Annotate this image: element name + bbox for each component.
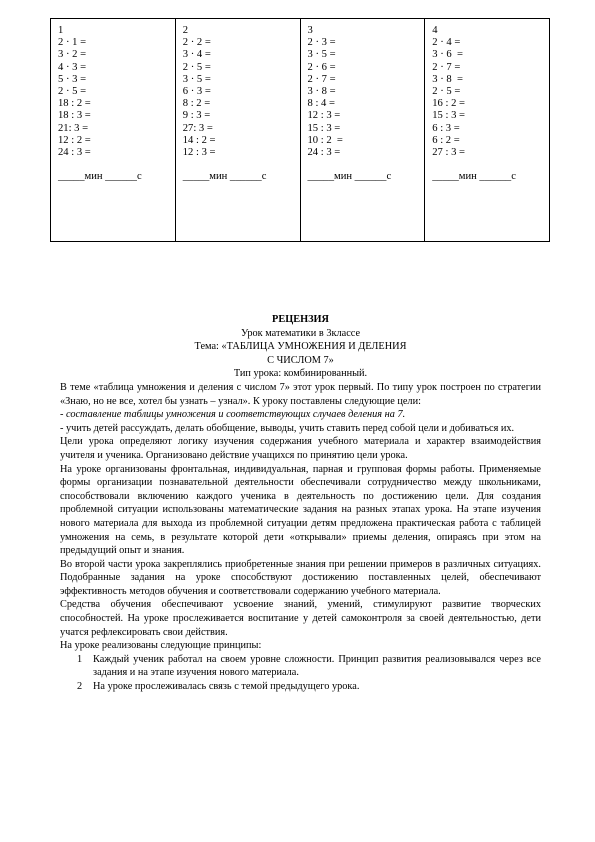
exercise-line: 3 · 5 =: [182, 73, 211, 85]
exercise-line: 3 · 4 =: [182, 49, 211, 61]
principles-list: [60, 653, 541, 694]
time-record-line: _____мин ______с: [58, 171, 142, 183]
exercise-card-2: [175, 19, 300, 242]
review-paragraph: В теме «таблица умножения и деления с числом 7» этот урок первый. По типу урок построен по стратегии «Знаю, но не все, хотел бы узнать – узнал». К уроку поставлены следующие цели:: [60, 381, 541, 407]
exercise-line: 3 · 8 =: [307, 85, 336, 97]
exercise-table-row: [51, 19, 550, 242]
exercise-line: 2 · 7 =: [307, 73, 336, 85]
exercise-line: 2 · 4 =: [432, 37, 461, 49]
exercise-line: 3 · 2 =: [58, 49, 87, 61]
exercise-line: 10 : 2 =: [307, 134, 343, 146]
exercise-line: 5 · 3 =: [58, 73, 87, 85]
review-paragraph: Средства обучения обеспечивают усвоение знаний, умений, стимулируют развитие творческих способностей. На уроке прослеживается воспитание у детей самоконтроля за своей деятельностью, дети учатся рефлексировать свои действия.: [60, 599, 541, 638]
exercise-line: 18 : 3 =: [58, 110, 91, 122]
lesson-type: Тип урока: комбинированный.: [233, 368, 368, 380]
exercise-line: 27: 3 =: [182, 122, 213, 134]
time-record-line: _____мин ______с: [182, 171, 267, 183]
exercise-line: 6 · 3 =: [182, 85, 211, 97]
exercise-line: 2 · 3 =: [307, 37, 336, 49]
exercise-line: 3 · 6 =: [432, 49, 463, 61]
exercise-line: 2 · 5 =: [432, 85, 461, 97]
exercise-table: [50, 18, 550, 242]
exercise-card-4: [425, 19, 550, 242]
exercise-line: 8 : 4 =: [307, 98, 335, 110]
exercise-line: 2 · 1 =: [58, 37, 87, 49]
exercise-line: 12 : 3 =: [182, 146, 216, 158]
card-number: 4: [432, 25, 438, 36]
lesson-line: Урок математики в 3классе: [240, 327, 361, 339]
exercise-line: 12 : 2 =: [58, 134, 91, 146]
exercise-line: 9 : 3 =: [182, 110, 211, 122]
exercise-line: 2 · 5 =: [182, 61, 211, 73]
exercise-line: 24 : 3 =: [58, 146, 91, 158]
exercise-line: 2 · 6 =: [307, 61, 336, 73]
list-number: 1: [77, 653, 83, 665]
review-title: РЕЦЕНЗИЯ: [272, 314, 329, 325]
exercise-line: 16 : 2 =: [432, 98, 466, 110]
goal-item: - учить детей рассуждать, делать обобщение, выводы, учить ставить перед собой цели и добиваться их.: [60, 422, 515, 434]
exercise-line: 3 · 8 =: [432, 73, 463, 85]
list-item: [60, 653, 541, 680]
exercise-line: 8 : 2 =: [182, 98, 211, 110]
list-item: [60, 680, 541, 694]
exercise-line: 2 · 5 =: [58, 85, 87, 97]
exercise-line: 15 : 3 =: [432, 110, 466, 122]
exercise-line: 2 · 2 =: [182, 37, 211, 49]
review-paragraph: Цели урока определяют логику изучения содержания учебного материала и характер взаимодействия учителя и ученика. Организовано действие учащихся по принятию цели урока.: [60, 436, 541, 461]
exercise-line: 6 : 3 =: [432, 122, 460, 134]
time-record-line: _____мин ______с: [432, 171, 516, 183]
card-number: 2: [182, 25, 189, 36]
exercise-card-3: [300, 19, 425, 242]
card-number: 1: [58, 25, 64, 36]
exercise-line: 27 : 3 =: [432, 146, 466, 158]
exercise-line: 24 : 3 =: [307, 146, 341, 158]
time-record-line: _____мин ______с: [307, 171, 392, 183]
goal-item-italic: - составление таблицы умножения и соответствующих случаев деления на 7.: [60, 409, 406, 421]
exercise-line: 18 : 2 =: [58, 98, 91, 110]
exercise-line: 14 : 2 =: [182, 134, 216, 146]
review-paragraph: На уроке организованы фронтальная, индивидуальная, парная и групповая формы работы. Применяемые формы организации познавательной деятельности обеспечивали сотрудничество между школьниками, способствовали включению каждого ученика в деятельность по достижению цели. Для создания проблемной ситуации использованы математические задания на разных этапах урока. На этапе изучения нового материала для выхода из проблемной ситуации детям предложена практическая работа с таблицей умножения на семь, в результате которой дети «открывали» приемы деления, опираясь при этом на предыдущий опыт и знания.: [60, 463, 541, 557]
list-item-text: Каждый ученик работал на своем уровне сложности. Принцип развития реализовывался через все задания и на этапе изучения нового материала.: [93, 653, 541, 679]
exercise-line: 4 · 3 =: [58, 61, 87, 73]
exercise-card-1: [51, 19, 176, 242]
exercise-line: 6 : 2 =: [432, 134, 460, 146]
exercise-line: 2 · 7 =: [432, 61, 461, 73]
theme-line-1: Тема: «ТАБЛИЦА УМНОЖЕНИЯ И ДЕЛЕНИЯ: [194, 341, 407, 353]
card-number: 3: [307, 25, 313, 36]
list-item-text: На уроке прослеживалась связь с темой предыдущего урока.: [93, 681, 360, 693]
theme-line-2: С ЧИСЛОМ 7»: [267, 354, 334, 366]
exercise-line: 15 : 3 =: [307, 122, 341, 134]
principles-intro: На уроке реализованы следующие принципы:: [60, 640, 262, 652]
exercise-line: 12 : 3 =: [307, 110, 341, 122]
exercise-line: 21: 3 =: [58, 122, 89, 134]
review-paragraph: Во второй части урока закреплялись приобретенные знания при решении примеров в различных ситуациях. Подобранные задания на уроке способствуют достижению поставленных целей, обеспечивают эффективность методов обучения и соответствовали содержанию учебного материала.: [60, 558, 541, 597]
list-number: 2: [77, 681, 83, 693]
exercise-line: 3 · 5 =: [307, 49, 336, 61]
review-section: [60, 313, 541, 694]
